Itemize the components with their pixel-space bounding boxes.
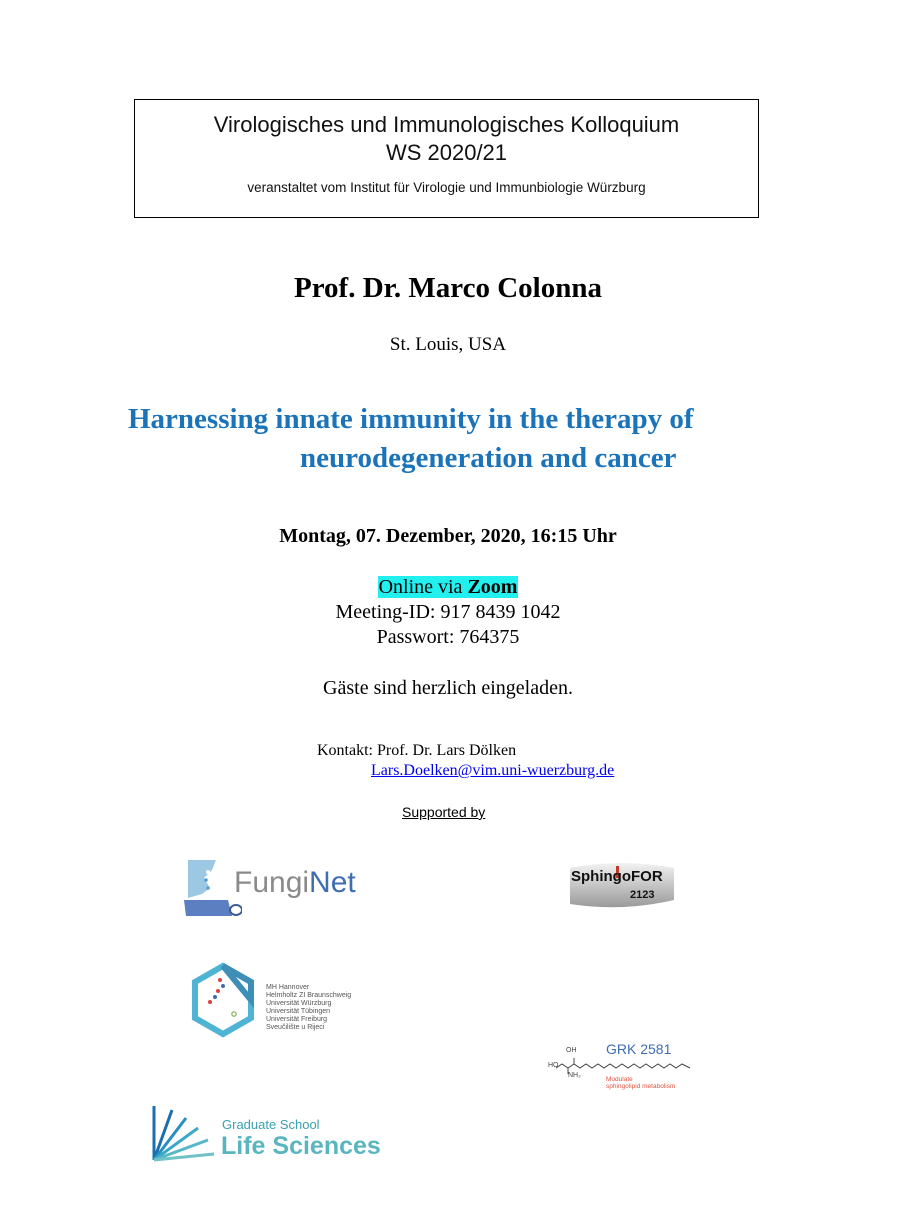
funginet-logo bbox=[182, 858, 372, 920]
funginet-name-part2: Net bbox=[309, 866, 356, 899]
contact-label: Kontakt: Prof. Dr. Lars Dölken bbox=[317, 742, 517, 759]
consortium-member: MH Hannover bbox=[266, 984, 310, 991]
semester-term: WS 2020/21 bbox=[385, 140, 508, 165]
talk-title-line-1: Harnessing innate immunity in the therapy of bbox=[128, 403, 694, 435]
chem-oh-label: OH bbox=[566, 1047, 577, 1054]
consortium-members bbox=[266, 984, 351, 1032]
sphingofor-name: SphingoFOR bbox=[571, 868, 663, 885]
grk-subtitle bbox=[606, 1076, 675, 1090]
meeting-id: Meeting-ID: 917 8439 1042 bbox=[335, 601, 561, 623]
hexagon-icon bbox=[190, 962, 256, 1038]
sphingofor-number: 2123 bbox=[630, 889, 655, 901]
talk-title-line-2: neurodegeneration and cancer bbox=[300, 442, 677, 474]
grk-subtitle-line-2: sphingolipid metabolism bbox=[606, 1083, 676, 1090]
online-prefix: Online via bbox=[378, 576, 468, 598]
online-info bbox=[0, 576, 896, 599]
speaker-name: Prof. Dr. Marco Colonna bbox=[294, 272, 602, 304]
speaker-location: St. Louis, USA bbox=[389, 334, 507, 355]
platform-name: Zoom bbox=[467, 576, 518, 598]
meeting-password: Passwort: 764375 bbox=[376, 626, 520, 648]
gsls-rays-icon bbox=[150, 1104, 216, 1162]
event-date: Montag, 07. Dezember, 2020, 16:15 Uhr bbox=[279, 525, 617, 547]
contact-email-link[interactable]: Lars.Doelken@vim.uni-wuerzburg.de bbox=[371, 762, 615, 779]
consortium-member: Universität Freiburg bbox=[266, 1016, 328, 1023]
funginet-wordmark bbox=[234, 866, 356, 900]
funginet-emblem-icon bbox=[182, 858, 242, 920]
consortium-member: Universität Tübingen bbox=[266, 1008, 331, 1015]
grk-logo bbox=[546, 1040, 696, 1096]
online-highlight bbox=[378, 576, 519, 598]
consortium-member: Helmholtz ZI Braunschweig bbox=[266, 992, 352, 999]
consortium-logo bbox=[190, 962, 370, 1038]
guests-welcome: Gäste sind herzlich eingeladen. bbox=[323, 677, 573, 699]
grk-subtitle-line-1: Modulate bbox=[606, 1076, 633, 1083]
colloquium-title: Virologisches und Immunologisches Kolloquium bbox=[213, 112, 680, 137]
organizer-line: veranstaltet vom Institut für Virologie und Immunbiologie Würzburg bbox=[247, 180, 646, 195]
gsls-line-1: Graduate School bbox=[222, 1117, 320, 1132]
consortium-member: Universität Würzburg bbox=[266, 1000, 332, 1007]
chem-ho-label: HO bbox=[548, 1062, 559, 1069]
gsls-line-2: Life Sciences bbox=[221, 1132, 381, 1160]
sphingofor-logo bbox=[566, 856, 678, 910]
consortium-member: Sveučilište u Rijeci bbox=[266, 1024, 325, 1031]
chem-nh2-label: NH₂ bbox=[568, 1072, 581, 1079]
supported-by-label: Supported by bbox=[402, 804, 486, 820]
grk-name: GRK 2581 bbox=[606, 1041, 672, 1057]
gsls-logo bbox=[150, 1104, 380, 1164]
funginet-name-part1: Fungi bbox=[234, 866, 310, 899]
